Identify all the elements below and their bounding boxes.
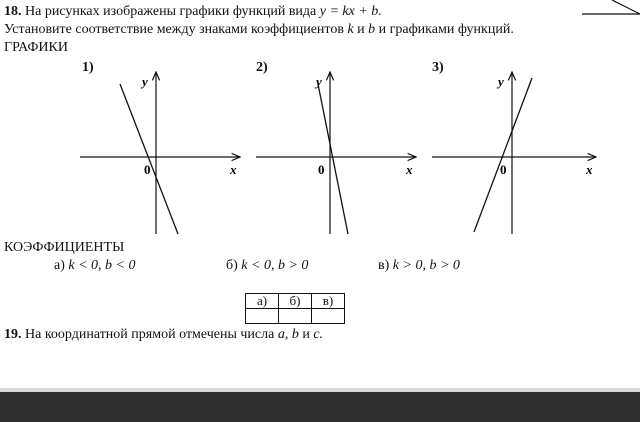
graph2-origin: 0 (318, 162, 325, 177)
option-a (54, 258, 136, 274)
graph1-y-label: y (142, 74, 148, 89)
answer-header-a: а) (246, 294, 279, 309)
graph2-x-label: x (406, 162, 413, 177)
task18-b: b (368, 22, 376, 37)
option-c-text: k > 0, b > 0 (392, 258, 460, 273)
option-a-letter: а) (54, 258, 65, 273)
task18-line2-text: Установите соответствие между знаками коэффициентов (4, 22, 344, 37)
option-b-letter: б) (226, 258, 238, 273)
answer-cell-b[interactable] (279, 309, 312, 324)
task19-line (4, 327, 323, 343)
graph1-x-label: x (230, 162, 237, 177)
graph1 (76, 64, 246, 239)
cropped-figure-corner (582, 0, 640, 16)
graph3 (428, 64, 603, 239)
task19-text: На координатной прямой отмечены числа (25, 327, 275, 342)
task18-line2-end: и графиками функций. (378, 22, 514, 37)
graph3-line (474, 78, 532, 232)
answer-cell-a[interactable] (246, 309, 279, 324)
task18-line2 (4, 22, 514, 38)
task18-number: 18. (4, 4, 22, 19)
graph3-x-label: x (586, 162, 593, 177)
task18-k: k (347, 22, 354, 37)
graph2-line (318, 84, 348, 234)
task18-formula: y = kx + b. (319, 4, 382, 19)
option-a-text: k < 0, b < 0 (68, 258, 136, 273)
graph1-label: 1) (82, 60, 94, 75)
graph1-origin: 0 (144, 162, 151, 177)
task19-and: и (302, 327, 310, 342)
answer-header-c: в) (312, 294, 345, 309)
task18-and: и (357, 22, 365, 37)
answer-header-b: б) (279, 294, 312, 309)
graph3-label: 3) (432, 60, 444, 75)
coeffs-heading: КОЭФФИЦИЕНТЫ (4, 240, 125, 255)
task19-last: c. (313, 327, 324, 342)
answer-table (245, 293, 345, 324)
task19-vars: a, b (277, 327, 299, 342)
graph2 (252, 64, 422, 239)
graph3-origin: 0 (500, 162, 507, 177)
task19-number: 19. (4, 327, 22, 342)
graph3-y-label: y (498, 74, 504, 89)
graphs-heading: ГРАФИКИ (4, 40, 68, 55)
answer-table-header-row (246, 294, 345, 309)
answer-cell-c[interactable] (312, 309, 345, 324)
answer-table-value-row (246, 309, 345, 324)
viewer-bottom-bar (0, 392, 640, 422)
task18-line1-text: На рисунках изображены графики функций вида (25, 4, 317, 19)
option-c-letter: в) (378, 258, 390, 273)
option-b (226, 258, 308, 274)
task18-line1 (4, 4, 382, 20)
option-c (378, 258, 460, 274)
graph2-y-label: y (316, 74, 322, 89)
graph2-label: 2) (256, 60, 268, 75)
option-b-text: k < 0, b > 0 (241, 258, 309, 273)
graph1-line (120, 84, 178, 234)
